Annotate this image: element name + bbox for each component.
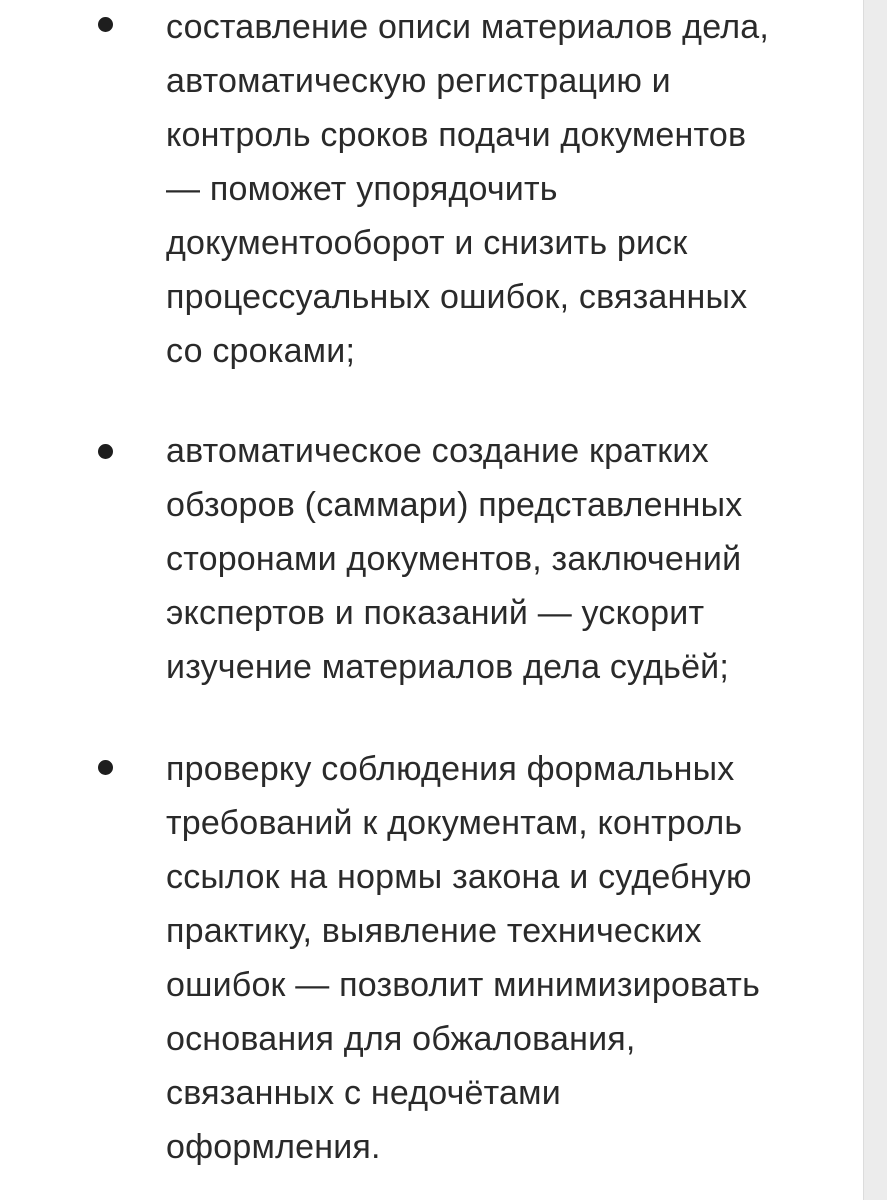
text-line: ошибок — позволит минимизировать [166,966,760,1004]
list-item-text [166,742,826,1174]
text-line: изучение материалов дела судьёй; [166,648,730,686]
text-line: проверку соблюдения формальных [166,750,735,788]
text-line: ссылок на нормы закона и судебную [166,858,752,896]
list-item-text [166,0,826,378]
text-line: со сроками; [166,332,356,370]
scroll-rail[interactable] [863,0,887,1200]
text-line: требований к документам, контроль [166,804,743,842]
text-line: автоматическое создание кратких [166,432,709,470]
bullet-dot-icon [98,17,113,32]
text-line: сторонами документов, заключений [166,540,742,578]
text-line: оформления. [166,1128,381,1166]
text-line: обзоров (саммари) представленных [166,486,743,524]
text-line: процессуальных ошибок, связанных [166,278,748,316]
text-line: документооборот и снизить риск [166,224,688,262]
text-line: контроль сроков подачи документов [166,116,747,154]
list-item-text [166,424,826,694]
bullet-dot-icon [98,444,113,459]
text-line: связанных с недочётами [166,1074,561,1112]
text-line: составление описи материалов дела, [166,8,769,46]
text-line: экспертов и показаний — ускорит [166,594,705,632]
text-line: основания для обжалования, [166,1020,636,1058]
bullet-dot-icon [98,760,113,775]
text-line: автоматическую регистрацию и [166,62,671,100]
text-line: — поможет упорядочить [166,170,558,208]
text-line: практику, выявление технических [166,912,702,950]
